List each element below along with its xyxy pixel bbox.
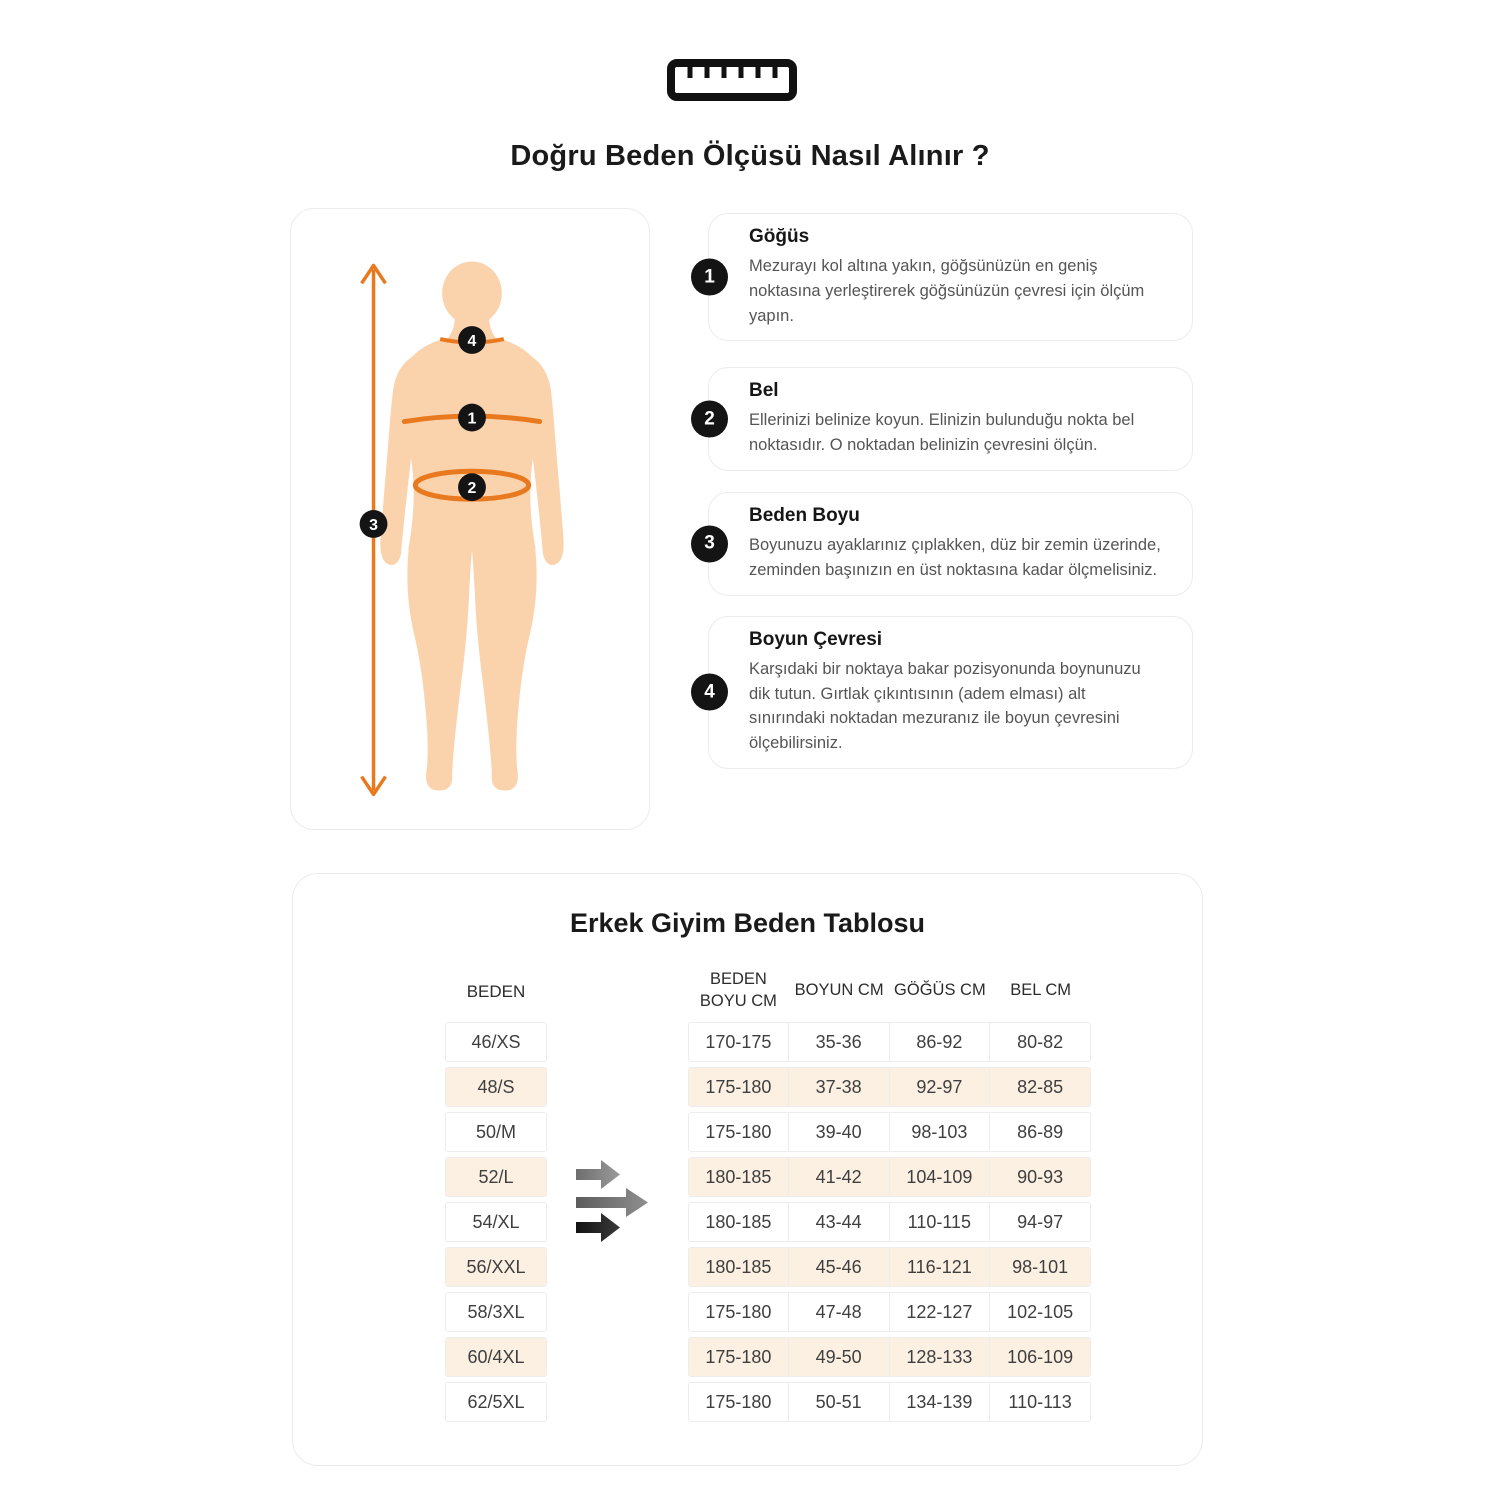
cell-boyun: 47-48 bbox=[789, 1292, 890, 1332]
svg-text:3: 3 bbox=[369, 516, 378, 534]
table-row bbox=[688, 1337, 1091, 1377]
step-title: Boyun Çevresi bbox=[749, 628, 883, 650]
body-diagram-card bbox=[290, 208, 650, 830]
size-column bbox=[445, 1022, 547, 1427]
cell-gogus: 104-109 bbox=[890, 1157, 991, 1197]
cell-bel: 94-97 bbox=[990, 1202, 1091, 1242]
svg-text:4: 4 bbox=[467, 332, 477, 350]
cell-gogus: 86-92 bbox=[890, 1022, 991, 1062]
table-row bbox=[688, 1157, 1091, 1197]
size-cell: 48/S bbox=[445, 1067, 547, 1107]
step-title: Beden Boyu bbox=[749, 505, 860, 526]
cell-boyun: 37-38 bbox=[789, 1067, 890, 1107]
cell-gogus: 122-127 bbox=[890, 1292, 991, 1332]
step-number-badge: 2 bbox=[691, 401, 728, 438]
size-cell: 60/4XL bbox=[445, 1337, 547, 1377]
step-number-badge: 3 bbox=[691, 525, 728, 562]
size-cell: 62/5XL bbox=[445, 1382, 547, 1422]
table-row bbox=[688, 1382, 1091, 1422]
cell-bel: 82-85 bbox=[990, 1067, 1091, 1107]
measurement-values-grid bbox=[688, 1022, 1091, 1427]
triple-arrow-right-icon bbox=[562, 1152, 667, 1252]
cell-gogus: 92-97 bbox=[890, 1067, 991, 1107]
cell-beden-boyu: 180-185 bbox=[688, 1247, 789, 1287]
cell-boyun: 49-50 bbox=[789, 1337, 890, 1377]
table-row bbox=[688, 1202, 1091, 1242]
table-row bbox=[688, 1112, 1091, 1152]
cell-bel: 102-105 bbox=[990, 1292, 1091, 1332]
cell-boyun: 35-36 bbox=[789, 1022, 890, 1062]
table-row bbox=[688, 1247, 1091, 1287]
step-description: Mezurayı kol altına yakın, göğsünüzün en geniş noktasına yerleştirerek göğsünüzün çevresi için ölçüm yapın. bbox=[749, 257, 1145, 325]
size-table-title: Erkek Giyim Beden Tablosu bbox=[569, 908, 926, 938]
table-row bbox=[688, 1022, 1091, 1062]
cell-beden-boyu: 175-180 bbox=[688, 1067, 789, 1107]
cell-beden-boyu: 175-180 bbox=[688, 1382, 789, 1422]
cell-beden-boyu: 175-180 bbox=[688, 1292, 789, 1332]
cell-boyun: 50-51 bbox=[789, 1382, 890, 1422]
size-cell: 58/3XL bbox=[445, 1292, 547, 1332]
svg-text:1: 1 bbox=[467, 410, 477, 428]
measurement-steps bbox=[704, 213, 1193, 769]
cell-boyun: 45-46 bbox=[789, 1247, 890, 1287]
cell-bel: 90-93 bbox=[990, 1157, 1091, 1197]
cell-bel: 110-113 bbox=[990, 1382, 1091, 1422]
size-cell: 50/M bbox=[445, 1112, 547, 1152]
step-number-badge: 4 bbox=[691, 674, 728, 711]
svg-text:2: 2 bbox=[467, 480, 477, 498]
column-header-bel: BEL CM bbox=[1010, 980, 1072, 999]
measurement-step-card bbox=[704, 492, 1193, 596]
value-column-headers bbox=[688, 964, 1091, 1016]
size-cell: 56/XXL bbox=[445, 1247, 547, 1287]
cell-gogus: 110-115 bbox=[890, 1202, 991, 1242]
cell-bel: 106-109 bbox=[990, 1337, 1091, 1377]
cell-gogus: 134-139 bbox=[890, 1382, 991, 1422]
column-header-gogus: GÖĞÜS CM bbox=[894, 980, 986, 999]
measurement-step-card bbox=[704, 213, 1193, 341]
cell-gogus: 98-103 bbox=[890, 1112, 991, 1152]
cell-beden-boyu: 175-180 bbox=[688, 1112, 789, 1152]
ruler-icon bbox=[666, 58, 798, 102]
size-cell: 52/L bbox=[445, 1157, 547, 1197]
cell-bel: 98-101 bbox=[990, 1247, 1091, 1287]
waist-marker-badge bbox=[458, 473, 486, 501]
step-title: Göğüs bbox=[749, 226, 810, 247]
step-number-badge: 1 bbox=[691, 259, 728, 296]
cell-boyun: 39-40 bbox=[789, 1112, 890, 1152]
cell-beden-boyu: 175-180 bbox=[688, 1337, 789, 1377]
cell-gogus: 116-121 bbox=[890, 1247, 991, 1287]
table-row bbox=[688, 1067, 1091, 1107]
cell-bel: 80-82 bbox=[990, 1022, 1091, 1062]
body-figure-illustration bbox=[291, 209, 649, 829]
cell-bel: 86-89 bbox=[990, 1112, 1091, 1152]
size-cell: 46/XS bbox=[445, 1022, 547, 1062]
column-header-beden: BEDEN bbox=[466, 982, 526, 1001]
measurement-step-card bbox=[704, 616, 1193, 769]
cell-boyun: 41-42 bbox=[789, 1157, 890, 1197]
step-description: Karşıdaki bir noktaya bakar pozisyonunda boynunuzu dik tutun. Gırtlak çıkıntısının (adem elması) alt sınırındaki noktadan mezuranız ile boyun çevresini ölçebilirsiniz. bbox=[749, 659, 1141, 752]
column-header-boyun: BOYUN CM bbox=[794, 980, 884, 999]
neck-marker-badge bbox=[458, 326, 486, 354]
cell-beden-boyu: 180-185 bbox=[688, 1202, 789, 1242]
page-title: Doğru Beden Ölçüsü Nasıl Alınır ? bbox=[510, 140, 990, 172]
table-row bbox=[688, 1292, 1091, 1332]
height-marker-badge bbox=[360, 510, 388, 538]
step-title: Bel bbox=[749, 380, 779, 402]
cell-beden-boyu: 180-185 bbox=[688, 1157, 789, 1197]
step-description: Ellerinizi belinize koyun. Elinizin bulunduğu nokta bel noktasıdır. O noktadan belinizin çevresini ölçün. bbox=[749, 411, 1135, 454]
chest-marker-badge bbox=[458, 404, 486, 432]
cell-boyun: 43-44 bbox=[789, 1202, 890, 1242]
measurement-step-card bbox=[704, 367, 1193, 471]
cell-beden-boyu: 170-175 bbox=[688, 1022, 789, 1062]
step-description: Boyunuzu ayaklarınız çıplakken, düz bir zemin üzerinde, zeminden başınızın en üst noktasına kadar ölçmelisiniz. bbox=[749, 536, 1161, 579]
column-header-beden-boyu: BEDEN BOYU CM bbox=[699, 969, 777, 1010]
size-cell: 54/XL bbox=[445, 1202, 547, 1242]
cell-gogus: 128-133 bbox=[890, 1337, 991, 1377]
